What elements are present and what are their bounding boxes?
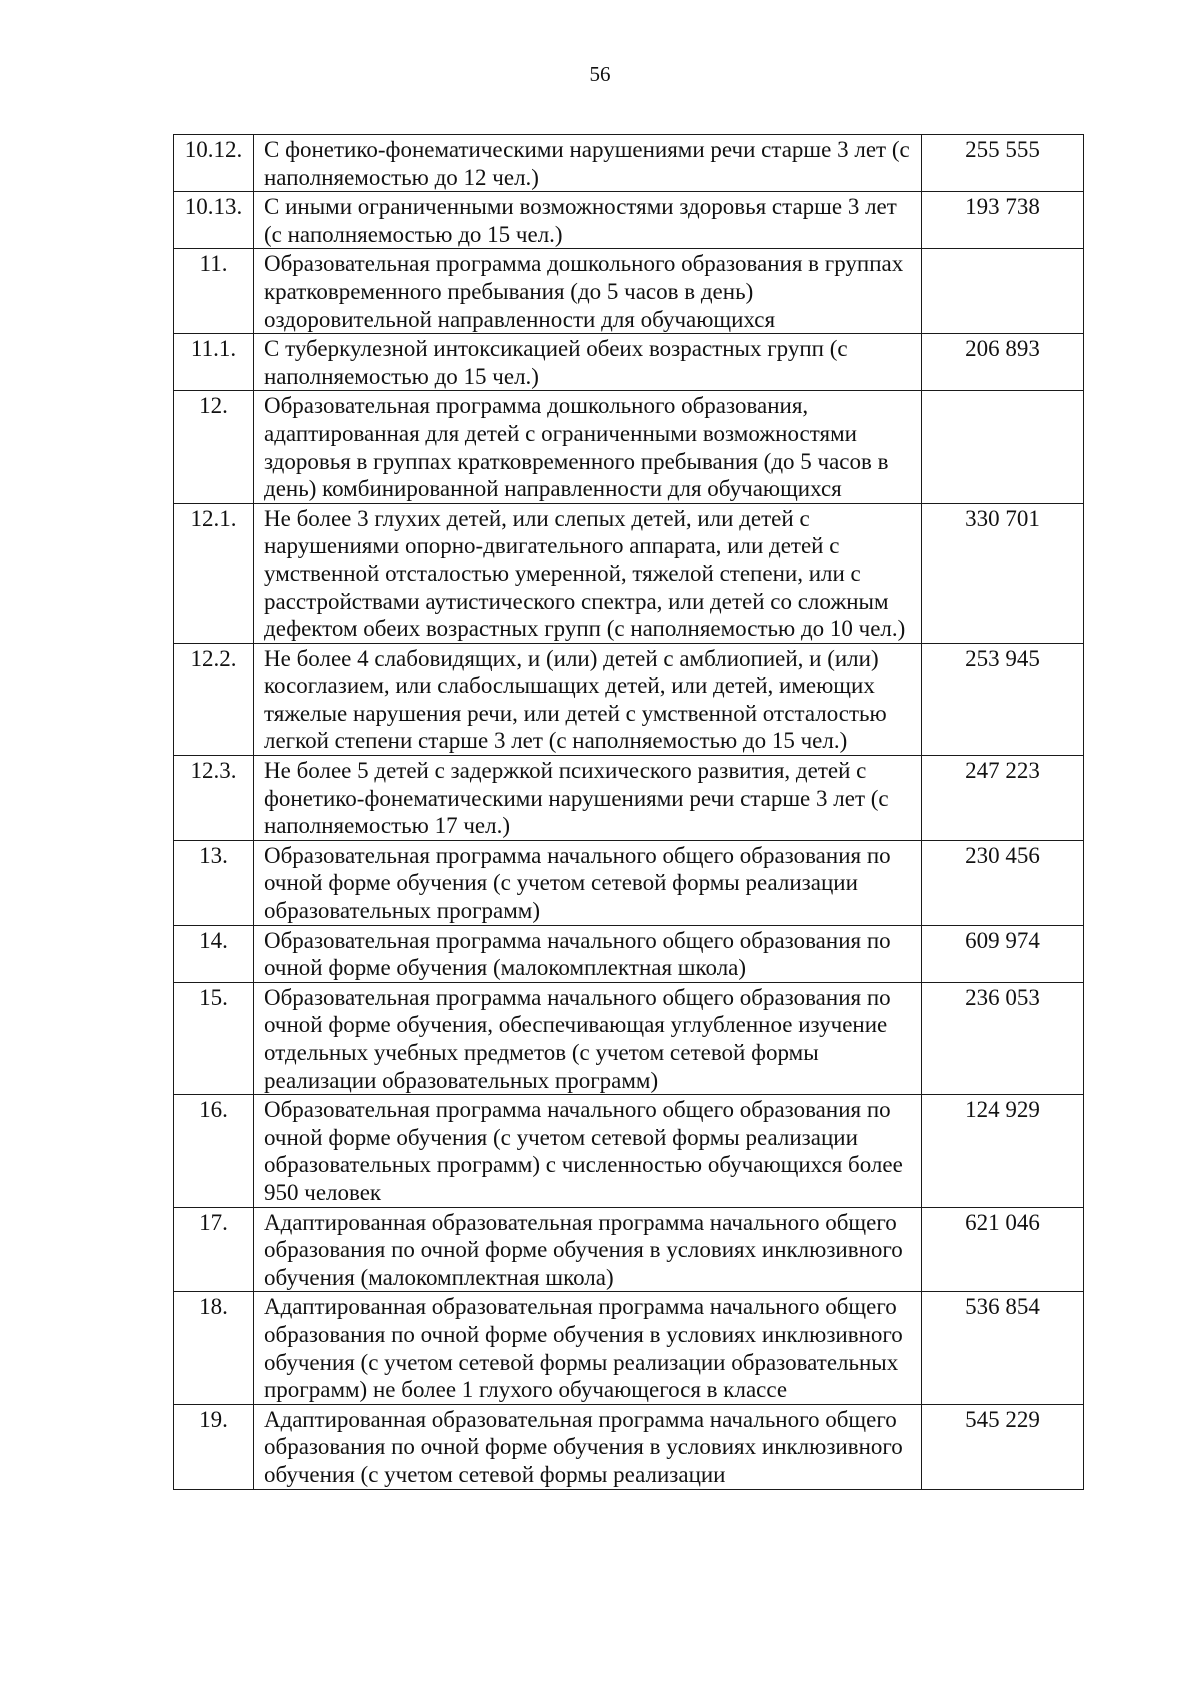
row-description: С фонетико-фонематическими нарушениями речи старше 3 лет (с наполняемостью до 12 чел.) — [254, 135, 922, 192]
table-row — [174, 391, 1084, 503]
table-row — [174, 334, 1084, 391]
row-description: Адаптированная образовательная программа начального общего образования по очной форме обучения в условиях инклюзивного обучения (с учетом сетевой формы реализации — [254, 1404, 922, 1489]
table-row — [174, 756, 1084, 841]
row-description: Образовательная программа начального общего образования по очной форме обучения, обеспечивающая углубленное изучение отдельных учебных предметов (с учетом сетевой формы реализации образовательных программ) — [254, 982, 922, 1094]
row-value: 193 738 — [922, 192, 1084, 249]
row-value: 253 945 — [922, 643, 1084, 755]
table-row — [174, 982, 1084, 1094]
table-row — [174, 1292, 1084, 1404]
row-number: 15. — [174, 982, 254, 1094]
row-description: С иными ограниченными возможностями здоровья старше 3 лет (с наполняемостью до 15 чел.) — [254, 192, 922, 249]
row-value — [922, 391, 1084, 503]
row-number: 12.3. — [174, 756, 254, 841]
row-number: 18. — [174, 1292, 254, 1404]
table-row — [174, 925, 1084, 982]
table-row — [174, 643, 1084, 755]
table-row — [174, 1095, 1084, 1207]
row-number: 11.1. — [174, 334, 254, 391]
row-number: 19. — [174, 1404, 254, 1489]
row-number: 12.1. — [174, 503, 254, 643]
row-value: 609 974 — [922, 925, 1084, 982]
row-value: 536 854 — [922, 1292, 1084, 1404]
row-number: 14. — [174, 925, 254, 982]
row-value: 621 046 — [922, 1207, 1084, 1292]
table-body — [174, 135, 1084, 1490]
row-value: 230 456 — [922, 840, 1084, 925]
tariff-table — [173, 134, 1084, 1490]
row-description: Образовательная программа дошкольного образования в группах кратковременного пребывания (до 5 часов в день) оздоровительной направленности для обучающихся — [254, 249, 922, 334]
row-number: 17. — [174, 1207, 254, 1292]
row-value: 330 701 — [922, 503, 1084, 643]
row-value: 247 223 — [922, 756, 1084, 841]
row-description: С туберкулезной интоксикацией обеих возрастных групп (с наполняемостью до 15 чел.) — [254, 334, 922, 391]
row-description: Образовательная программа начального общего образования по очной форме обучения (с учетом сетевой формы реализации образовательных программ) с численностью обучающихся более 950 человек — [254, 1095, 922, 1207]
table-row — [174, 1207, 1084, 1292]
table-row — [174, 192, 1084, 249]
row-description: Адаптированная образовательная программа начального общего образования по очной форме обучения в условиях инклюзивного обучения (с учетом сетевой формы реализации образовательных программ) не более 1 глухого обучающегося в классе — [254, 1292, 922, 1404]
row-value: 206 893 — [922, 334, 1084, 391]
row-value: 545 229 — [922, 1404, 1084, 1489]
row-description: Адаптированная образовательная программа начального общего образования по очной форме обучения в условиях инклюзивного обучения (малокомплектная школа) — [254, 1207, 922, 1292]
table-row — [174, 503, 1084, 643]
table-row — [174, 840, 1084, 925]
row-number: 10.13. — [174, 192, 254, 249]
row-value: 255 555 — [922, 135, 1084, 192]
row-value — [922, 249, 1084, 334]
row-description: Не более 3 глухих детей, или слепых детей, или детей с нарушениями опорно-двигательного аппарата, или детей с умственной отсталостью умеренной, тяжелой степени, или с расстройствами аутистического спектра, или детей со сложным дефектом обеих возрастных групп (с наполняемостью до 10 чел.) — [254, 503, 922, 643]
row-description: Образовательная программа дошкольного образования, адаптированная для детей с ограниченными возможностями здоровья в группах кратковременного пребывания (до 5 часов в день) комбинированной направленности для обучающихся — [254, 391, 922, 503]
row-description: Не более 5 детей с задержкой психического развития, детей с фонетико-фонематическими нарушениями речи старше 3 лет (с наполняемостью 17 чел.) — [254, 756, 922, 841]
row-description: Образовательная программа начального общего образования по очной форме обучения (малокомплектная школа) — [254, 925, 922, 982]
row-description: Образовательная программа начального общего образования по очной форме обучения (с учетом сетевой формы реализации образовательных программ) — [254, 840, 922, 925]
row-number: 10.12. — [174, 135, 254, 192]
row-number: 11. — [174, 249, 254, 334]
row-description: Не более 4 слабовидящих, и (или) детей с амблиопией, и (или) косоглазием, или слабослышащих детей, или детей, имеющих тяжелые нарушения речи, или детей с умственной отсталостью легкой степени старше 3 лет (с наполняемостью до 15 чел.) — [254, 643, 922, 755]
row-number: 16. — [174, 1095, 254, 1207]
row-value: 236 053 — [922, 982, 1084, 1094]
page-number: 56 — [589, 62, 611, 86]
row-number: 12.2. — [174, 643, 254, 755]
table-row — [174, 249, 1084, 334]
table-row — [174, 1404, 1084, 1489]
row-value: 124 929 — [922, 1095, 1084, 1207]
row-number: 12. — [174, 391, 254, 503]
row-number: 13. — [174, 840, 254, 925]
table-row — [174, 135, 1084, 192]
